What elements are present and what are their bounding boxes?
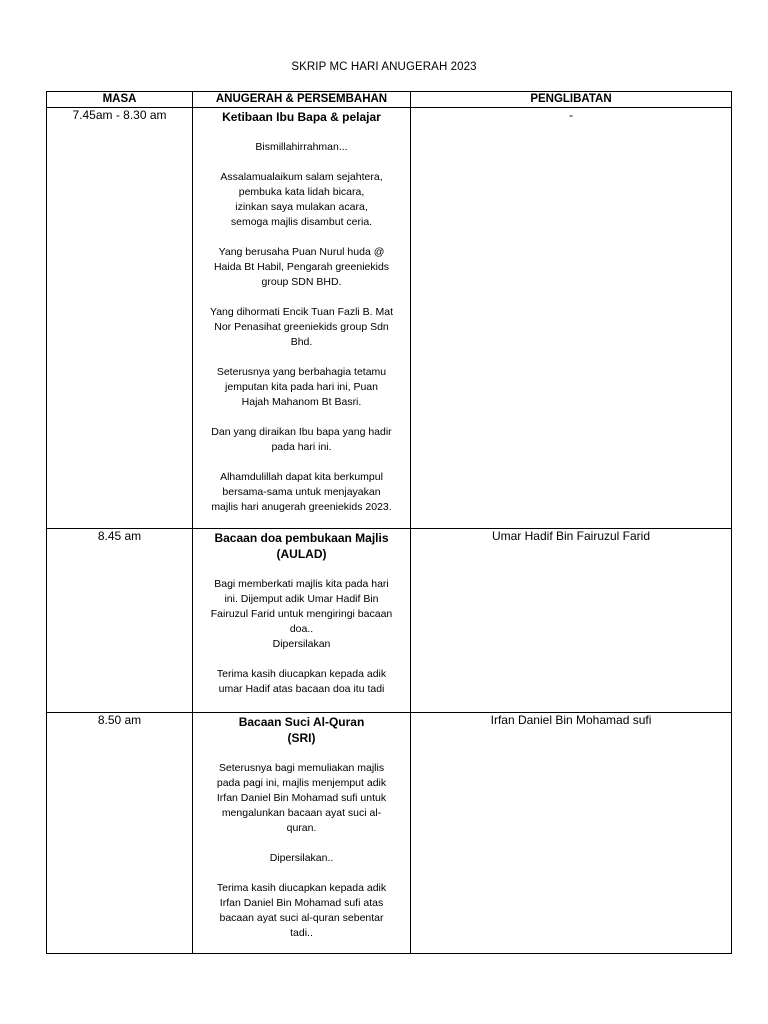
paragraph-gap [198,155,405,170]
script-line: Terima kasih diucapkan kepada adik [216,882,387,894]
cell-penglibatan: Umar Hadif Bin Fairuzul Farid [411,529,732,713]
script-paragraph [198,851,405,866]
document-title: SKRIP MC HARI ANUGERAH 2023 [291,61,477,73]
script-line: doa.. [289,623,314,635]
header-masa: MASA [47,92,193,108]
activity-title: (AULAD) [276,547,327,561]
script-paragraph [198,881,405,941]
script-line: pada hari ini. [271,441,332,453]
script-line: Bagi memberkati majlis kita pada hari [214,578,389,590]
script-line: Yang berusaha Puan Nurul huda @ [218,246,385,258]
script-line: umar Hadif atas bacaan doa itu tadi [218,683,385,695]
header-anugerah-persembahan: ANUGERAH & PERSEMBAHAN [193,92,411,108]
script-line: majlis hari anugerah greeniekids 2023. [211,501,392,513]
script-line: bacaan ayat suci al-quran sebentar [219,912,384,924]
script-paragraph [198,170,405,230]
script-line: Seterusnya bagi memuliakan majlis [218,762,385,774]
script-line: semoga majlis disambut ceria. [230,216,373,228]
mc-script-text [198,562,405,697]
paragraph-gap [198,455,405,470]
mc-script-table [46,91,732,954]
script-line: Hajah Mahanom Bt Basri. [241,396,362,408]
script-line: Yang dihormati Encik Tuan Fazli B. Mat [209,306,394,318]
script-line: Irfan Daniel Bin Mohamad sufi atas [219,897,384,909]
script-line: jemputan kita pada hari ini, Puan [225,381,378,393]
table-row [47,713,732,954]
paragraph-gap [198,562,405,577]
paragraph-gap [198,410,405,425]
script-line: bersama-sama untuk menjayakan [222,486,381,498]
paragraph-gap [198,350,405,365]
script-line: Terima kasih diucapkan kepada adik [216,668,387,680]
activity-title: Ketibaan Ibu Bapa & pelajar [222,110,381,124]
script-paragraph [198,667,405,697]
header-penglibatan: PENGLIBATAN [411,92,732,108]
cell-masa: 8.50 am [47,713,193,954]
script-line: group SDN BHD. [261,276,342,288]
cell-masa: 7.45am - 8.30 am [47,108,193,529]
script-line: Assalamualaikum salam sejahtera, [220,171,383,183]
activity-title: (SRI) [287,731,316,745]
script-line: Haida Bt Habil, Pengarah greeniekids [213,261,390,273]
paragraph-gap [198,290,405,305]
script-paragraph [198,305,405,350]
script-paragraph [198,425,405,455]
script-line: Dipersilakan.. [269,852,334,864]
table-row [47,529,732,713]
table-header-row [47,92,732,108]
cell-penglibatan: Irfan Daniel Bin Mohamad sufi [411,713,732,954]
script-paragraph [198,245,405,290]
script-line: pada pagi ini, majlis menjemput adik [216,777,387,789]
script-line: quran. [286,822,317,834]
script-line: pembuka kata lidah bicara, [238,186,365,198]
script-line: Fairuzul Farid untuk mengiringi bacaan [210,608,393,620]
mc-script-text [198,125,405,515]
script-line: Bhd. [290,336,313,348]
script-line: Alhamdulillah dapat kita berkumpul [220,471,383,483]
script-line: Dan yang diraikan Ibu bapa yang hadir [211,426,392,438]
script-line: izinkan saya mulakan acara, [235,201,368,213]
script-paragraph [198,140,405,155]
script-line: Irfan Daniel Bin Mohamad sufi untuk [216,792,387,804]
script-paragraph [198,577,405,652]
activity-title: Bacaan Suci Al-Quran [238,715,365,729]
script-paragraph [198,470,405,515]
paragraph-gap [198,125,405,140]
script-paragraph [198,365,405,410]
table-row [47,108,732,529]
script-line: Bismillahirrahman... [255,141,348,153]
script-line: mengalunkan bacaan ayat suci al- [221,807,382,819]
cell-penglibatan: - [411,108,732,529]
paragraph-gap [198,230,405,245]
script-line: Dipersilakan [272,638,331,650]
cell-anugerah-persembahan [193,713,411,954]
paragraph-gap [198,746,405,761]
cell-masa: 8.45 am [47,529,193,713]
activity-title: Bacaan doa pembukaan Majlis [214,531,389,545]
paragraph-gap [198,652,405,667]
cell-anugerah-persembahan [193,108,411,529]
paragraph-gap [198,836,405,851]
script-line: Seterusnya yang berbahagia tetamu [216,366,387,378]
script-line: ini. Dijemput adik Umar Hadif Bin [224,593,379,605]
script-paragraph [198,761,405,836]
script-line: tadi.. [290,927,313,939]
cell-anugerah-persembahan [193,529,411,713]
mc-script-text [198,746,405,941]
paragraph-gap [198,866,405,881]
script-line: Nor Penasihat greeniekids group Sdn [214,321,389,333]
